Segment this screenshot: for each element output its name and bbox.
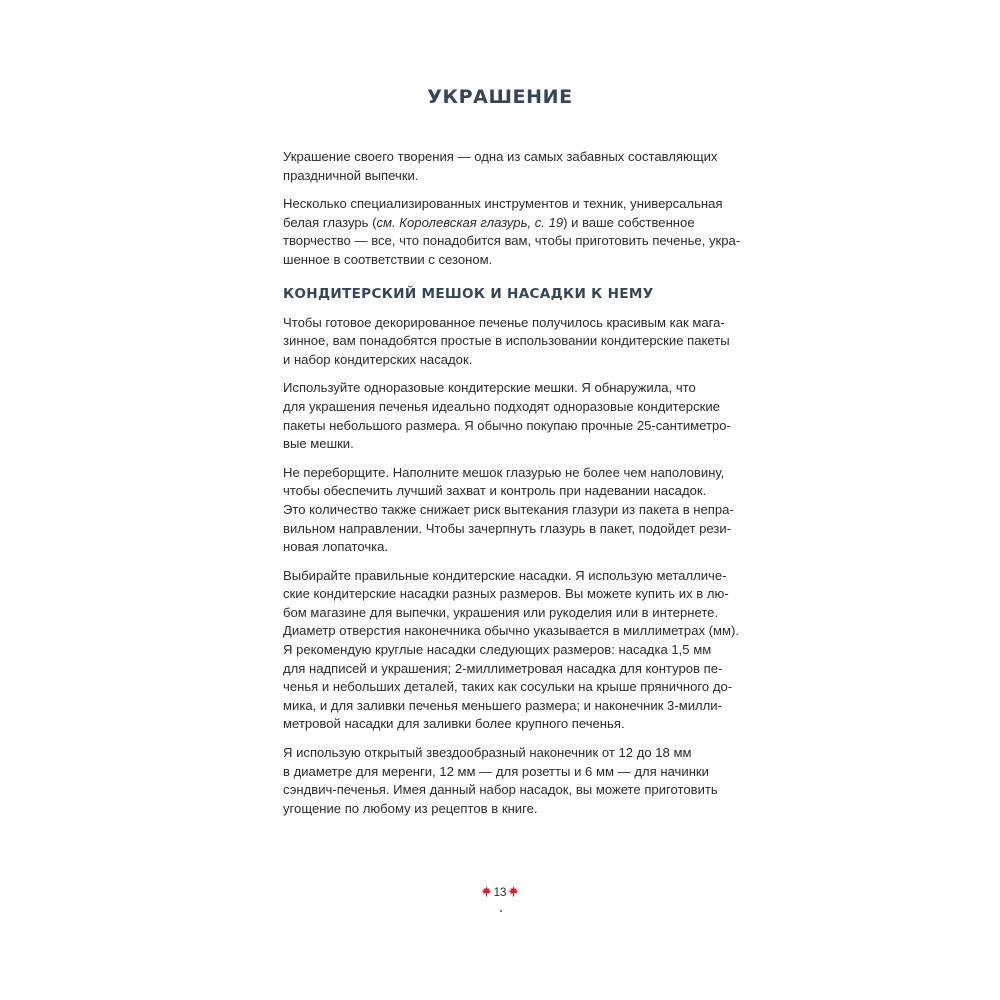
text-line: в диаметре для меренги, 12 мм — для розетты и 6 мм — для начинки: [283, 763, 709, 779]
page-number: 13: [493, 887, 507, 899]
text-line: для украшения печенья идеально подходят одноразовые кондитерские: [283, 398, 720, 414]
text-line: зинное, вам понадобятся простые в использовании кондитерские пакеты: [283, 333, 730, 349]
text-line: Используйте одноразовые кондитерские мешки. Я обнаружила, что: [283, 380, 696, 396]
text-line: Я рекомендую круглые насадки следующих размеров: насадка 1,5 мм: [283, 642, 712, 658]
text-line: бом магазине для выпечки, украшения или рукоделия или в интернете.: [283, 604, 719, 620]
intro-paragraph-2: [283, 195, 741, 269]
section-paragraph-2: [283, 379, 731, 453]
text-line: угощение по любому из рецептов в книге.: [283, 800, 538, 816]
text-line: вые мешки.: [283, 436, 354, 452]
text-line: Я использую открытый звездообразный наконечник от 12 до 18 мм: [283, 745, 692, 761]
text-line: метровой насадки для заливки более крупного печенья.: [283, 716, 625, 732]
text-line: Украшение своего творения — одна из самых забавных составляющих: [283, 149, 718, 164]
text-line: пакеты небольшого размера. Я обычно покупаю прочные 25-сантиметро-: [283, 417, 731, 433]
text-line: Несколько специализированных инструментов и техник, универсальная: [283, 196, 723, 212]
text-line: ские кондитерские насадки разных размеров. Вы можете купить их в лю-: [283, 586, 729, 602]
text-line: Чтобы готовое декорированное печенье получилось красивым как мага-: [283, 314, 725, 330]
footer-dot: [500, 910, 502, 912]
section-paragraph-3: [283, 464, 734, 557]
text-line: ченья и небольших деталей, таких как сосульки на крыше пряничного до-: [283, 679, 733, 695]
page-title: УКРАШЕНИЕ: [427, 86, 573, 108]
text-line: новая лопаточка.: [283, 539, 389, 555]
section-paragraph-1: [283, 314, 730, 370]
text-line: вильном направлении. Чтобы зачерпнуть глазурь в пакет, подойдет рези-: [283, 520, 732, 536]
section-paragraph-5: [283, 744, 723, 818]
body-text: [283, 148, 741, 828]
text-line: и набор кондитерских насадок.: [283, 351, 473, 367]
text-line: праздничной выпечки.: [283, 167, 419, 183]
text-line: творчество — все, что понадобится вам, чтобы приготовить печенье, укра-: [283, 233, 741, 249]
text-line: мика, и для заливки печенья меньшего размера; и наконечник 3-милли-: [283, 697, 722, 713]
text-line: Выбирайте правильные кондитерские насадки. Я использую металличе-: [283, 567, 727, 583]
text-line: сэндвич-печенья. Имея данный набор насадок, вы можете приготовить: [283, 782, 718, 798]
text-line: Это количество также снижает риск вытекания глазури из пакета в непра-: [283, 501, 734, 517]
maple-leaf-icon: [481, 886, 492, 900]
section-heading: КОНДИТЕРСКИЙ МЕШОК И НАСАДКИ К НЕМУ: [283, 285, 654, 302]
text-line-with-reference: [283, 214, 723, 233]
section-paragraph-4: [283, 567, 740, 734]
intro-paragraph-1: [283, 148, 723, 185]
text-line: шенное в соответствии с сезоном.: [283, 251, 493, 267]
maple-leaf-icon: [508, 886, 519, 900]
text-line: чтобы обеспечить лучший захват и контроль при надевании насадок.: [283, 483, 707, 499]
text-segment: белая глазурь (: [283, 214, 377, 230]
text-line: Не переборщите. Наполните мешок глазурью не более чем наполовину,: [283, 464, 725, 480]
text-segment: ) и ваше собственное: [563, 214, 695, 230]
text-line: для надписей и украшения; 2-миллиметровая насадка для контуров пе-: [283, 660, 723, 676]
page-footer: [0, 886, 1000, 900]
text-line: Диаметр отверстия наконечника обычно указывается в миллиметрах (мм).: [283, 623, 740, 639]
recipe-reference: см. Королевская глазурь, с. 19: [376, 214, 564, 230]
